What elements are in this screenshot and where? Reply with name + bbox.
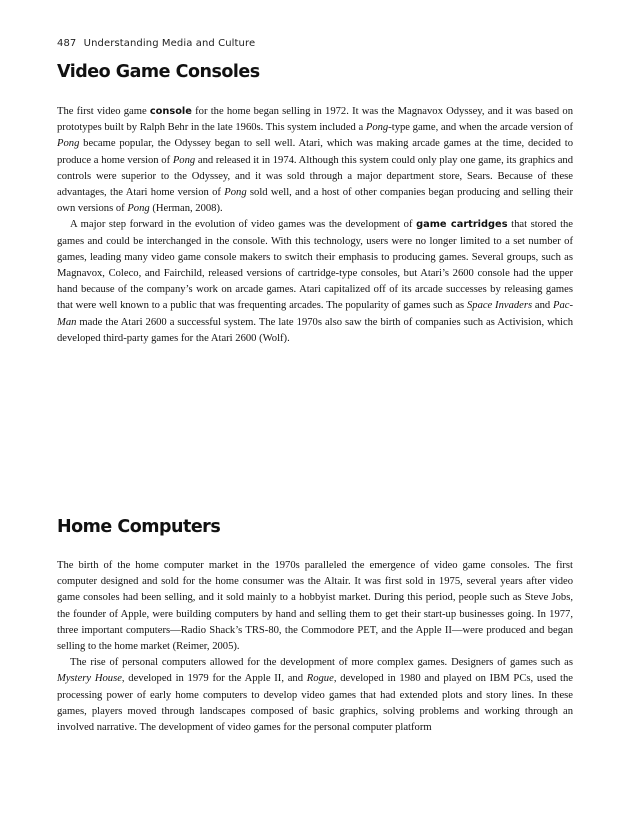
section-body-home-computers xyxy=(57,558,573,736)
section-title-video-game-consoles: Video Game Consoles xyxy=(57,62,260,82)
paragraph: The birth of the home computer market in the 1970s paralleled the emergence of video game consoles. The first computer designed and sold for the home consumer was the Altair. It was first sold in 1975, several years after video game consoles had been selling, and it sold mainly to a hobbyist market. During this period, people such as Steve Jobs, the founder of Apple, were building computers by hand and selling them to get their start-up businesses going. In 1977, three important computers—Radio Shack’s TRS-80, the Commodore PET, and the Apple II—were produced and began selling to the home market (Reimer, 2005). xyxy=(57,560,573,653)
section-body-video-game-consoles xyxy=(57,104,573,347)
section-title-home-computers: Home Computers xyxy=(57,517,221,537)
paragraph: The rise of personal computers allowed for the development of more complex games. Designers of games such as Mystery House, developed in 1979 for the Apple II, and Rogue, developed in 1980 and played on IBM PCs, used the processing power of early home computers to develop video games that had extended plots and story lines. In these games, players moved through landscapes composed of basic graphics, solving problems and working through an involved narrative. The development of video games for the personal computer platform xyxy=(57,657,573,734)
book-title: Understanding Media and Culture xyxy=(83,38,256,49)
key-term-game-cartridges: game cartridges xyxy=(416,219,508,231)
paragraph: A major step forward in the evolution of video games was the development of game cartridges that stored the games and could be interchanged in the console. With this technology, users were no longer limited to a set number of games, leading many video game console makers to switch their emphasis to producing games. Several groups, such as Magnavox, Coleco, and Fairchild, released versions of cartridge-type consoles, but Atari’s 2600 console had the upper hand because of the company’s work on arcade games. Atari capitalized off of its arcade successes by releasing games that were well known to a public that was frequenting arcades. The popularity of games such as Space Invaders and Pac-Man made the Atari 2600 a successful system. The late 1970s also saw the birth of companies such as Activision, which developed third-party games for the Atari 2600 (Wolf). xyxy=(57,219,574,344)
key-term-console: console xyxy=(149,106,192,117)
paragraph: The first video game console for the home began selling in 1972. It was the Magnavox Odyssey, and it was based on prototypes built by Ralph Behr in the late 1960s. This system included a Pong-type game, and when the arcade version of Pong became popular, the Odyssey began to sell well. Atari, which was making arcade games at the time, decided to produce a home version of Pong and released it in 1974. Although this system could only play one game, its graphics and controls were superior to the Odyssey, and it was sold through a major department store, Sears. Because of these advantages, the Atari home version of Pong sold well, and a host of other companies began producing and selling their own versions of Pong (Herman, 2008). xyxy=(57,106,573,215)
page-number: 487 xyxy=(57,38,77,49)
running-head xyxy=(57,38,255,49)
